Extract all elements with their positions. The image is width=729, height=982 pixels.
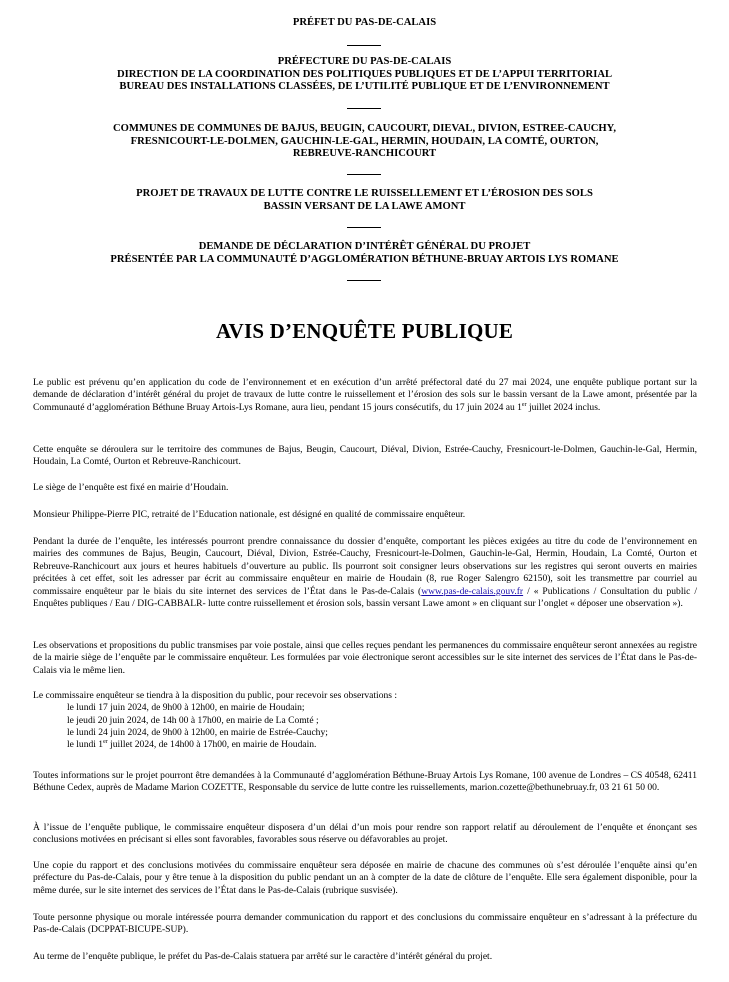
ordinal-suffix: er	[521, 401, 527, 408]
paragraph-territory: Cette enquête se déroulera sur le territoire des communes de Bajus, Beugin, Caucourt, Diéval, Divion, Estrée-Cauchy, Fresnicourt-le-Dolmen, Gauchin-le-Gal, Hermin, Houdain, La Comté, Ourton et Rebreuve-Ranchicourt.	[33, 444, 697, 468]
projet-line-1: PROJET DE TRAVAUX DE LUTTE CONTRE LE RUISSELLEMENT ET L’ÉROSION DES SOLS	[136, 188, 593, 199]
paragraph-decision: Au terme de l’enquête publique, le préfet du Pas-de-Calais statuera par arrêté sur le caractère d’intérêt général du projet.	[33, 951, 493, 962]
projet-heading	[40, 188, 689, 213]
intro-text: Le public est prévenu qu’en application du code de l’environnement et en exécution d’un arrêté préfectoral daté du 27 mai 2024, une enquête publique portant sur la demande de déclaration d’intérêt général du projet de travaux de lutte contre le ruissellement et l’érosion des sols sur le bassin versant de la Lawe amont, présentée par la Communauté d’agglomération Béthune Bruay Artois-Lys Romane, aura lieu, pendant 15 jours consécutifs, du 17 juin 2024 au 1	[33, 377, 697, 413]
demande-line-1: DEMANDE DE DÉCLARATION D’INTÉRÊT GÉNÉRAL DU PROJET	[198, 241, 531, 252]
permanences-intro: Le commissaire enquêteur se tiendra à la disposition du public, pour recevoir ses observations :	[33, 690, 398, 701]
page-title: AVIS D’ENQUÊTE PUBLIQUE	[215, 319, 514, 343]
paragraph-communication: Toute personne physique ou morale intéressée pourra demander communication du rapport et des conclusions du commissaire enquêteur en s’adressant à la préfecture du Pas-de-Calais (DCPPAT-BICUPE-SUP).	[33, 912, 697, 936]
demande-heading	[40, 241, 689, 266]
list-item-text: le lundi 1	[67, 739, 104, 751]
projet-line-2: BASSIN VERSANT DE LA LAWE AMONT	[263, 200, 466, 212]
separator-rule	[347, 280, 381, 281]
communes-line-1: COMMUNES DE COMMUNES DE BAJUS, BEUGIN, CAUCOURT, DIEVAL, DIVION, ESTREE-CAUCHY,	[113, 123, 616, 134]
prefecture-website-link[interactable]: www.pas-de-calais.gouv.fr	[421, 585, 524, 597]
prefet-heading	[40, 17, 689, 30]
intro-text-end: juillet 2024 inclus.	[526, 401, 601, 413]
list-item: le lundi 17 juin 2024, de 9h00 à 12h00, en mairie de Houdain;	[67, 702, 305, 714]
paragraph-seat: Le siège de l’enquête est fixé en mairie d’Houdain.	[33, 482, 229, 493]
ordinal-suffix: er	[103, 739, 108, 746]
paragraph-report: À l’issue de l’enquête publique, le commissaire enquêteur disposera d’un délai d’un mois pour rendre son rapport relatif au déroulement de l’enquête et énonçant ses conclusions motivées en précisant si elles sont favorables, favorables sous réserve ou défavorables au projet.	[33, 822, 697, 846]
paragraph-consultation	[33, 536, 697, 610]
communes-line-2: FRESNICOURT-LE-DOLMEN, GAUCHIN-LE-GAL, HERMIN, HOUDAIN, LA COMTÉ, OURTON,	[130, 135, 599, 147]
list-item: le jeudi 20 juin 2024, de 14h 00 à 17h00, en mairie de La Comté ;	[67, 714, 319, 726]
prefecture-line-2: DIRECTION DE LA COORDINATION DES POLITIQUES PUBLIQUES ET DE L’APPUI TERRITORIAL	[116, 68, 613, 80]
separator-rule	[347, 174, 381, 175]
separator-rule	[347, 45, 381, 46]
paragraph-observations: Les observations et propositions du public transmises par voie postale, ainsi que celles reçues pendant les permanences du commissaire enquêteur seront annexées au registre de la mairie siège de l’enquête par le commissaire enquêteur. Les formulées par voie électronique seront accessibles sur le site internet des services de l’État dans le Pas-de-Calais via le même lien.	[33, 640, 697, 676]
list-item: le lundi 24 juin 2024, de 9h00 à 12h00, en mairie de Estrée-Cauchy;	[67, 726, 328, 738]
communes-heading	[40, 123, 689, 161]
consultation-text: Pendant la durée de l’enquête, les intéressés pourront prendre connaissance du dossier d’enquête, comportant les pièces exigées au titre du code de l’environnement en mairies des communes de Bajus, Beugin, Caucourt, Diéval, Divion, Estrée-Cauchy, Fresnicourt-le-Dolmen, Gauchin-le-Gal, Hermin, Houdain, La Comté, Ourton et Rebreuve-Ranchicourt aux jours et heures habituels d’ouverture au public. Ils pourront soit consigner leurs observations sur les registres qui seront ouverts en mairies précitées à cet effet, soit les adresser par écrit au commissaire enquêteur en mairie de Houdain (8, rue Roger Salengro 62150), soit les transmettre par courriel au commissaire enquêteur par le biais du site internet des services de l’État dans le Pas-de-Calais (	[33, 536, 697, 597]
paragraph-copy: Une copie du rapport et des conclusions motivées du commissaire enquêteur sera déposée en mairie de chacune des communes où s’est déroulée l’enquête ainsi qu’en préfecture du Pas-de-Calais, pour y être tenue à la disposition du public pendant un an à compter de la date de clôture de l’enquête. Elle sera également disponible, pour la même durée, sur le site internet des services de l’État dans le Pas-de-Calais (rubrique susvisée).	[33, 860, 697, 896]
list-item-text-end: juillet 2024, de 14h00 à 17h00, en mairie de Houdain.	[107, 739, 317, 751]
prefecture-line-1: PRÉFECTURE DU PAS-DE-CALAIS	[277, 56, 452, 67]
consultation-text-end: / « Publications / Consultation du public / Enquêtes publiques / Eau / DIG-CABBALR- lutte contre ruissellement et érosion sols, bassin versant Lawe amont » en cliquant sur l’onglet « déposer une observation »).	[33, 585, 697, 610]
permanences-block	[33, 690, 697, 751]
prefet-line: PRÉFET DU PAS-DE-CALAIS	[292, 17, 437, 28]
demande-line-2: PRÉSENTÉE PAR LA COMMUNAUTÉ D’AGGLOMÉRATION BÉTHUNE-BRUAY ARTOIS LYS ROMANE	[110, 253, 619, 265]
paragraph-contact: Toutes informations sur le projet pourront être demandées à la Communauté d’agglomération Béthune-Bruay Artois Lys Romane, 100 avenue de Londres – CS 40548, 62411 Béthune Cedex, auprès de Madame Marion COZETTE, Responsable du service de lutte contre les ruissellements, marion.cozette@bethunebruay.fr, 03 21 61 50 00.	[33, 770, 697, 794]
separator-rule	[347, 227, 381, 228]
paragraph-intro	[33, 377, 697, 414]
paragraph-commissioner: Monsieur Philippe-Pierre PIC, retraité de l’Education nationale, est désigné en qualité de commissaire enquêteur.	[33, 509, 466, 520]
separator-rule	[347, 108, 381, 109]
list-item	[33, 739, 697, 751]
prefecture-line-3: BUREAU DES INSTALLATIONS CLASSÉES, DE L’UTILITÉ PUBLIQUE ET DE L’ENVIRONNEMENT	[119, 81, 610, 93]
prefecture-heading	[40, 56, 689, 94]
communes-line-3: REBREUVE-RANCHICOURT	[292, 148, 437, 160]
